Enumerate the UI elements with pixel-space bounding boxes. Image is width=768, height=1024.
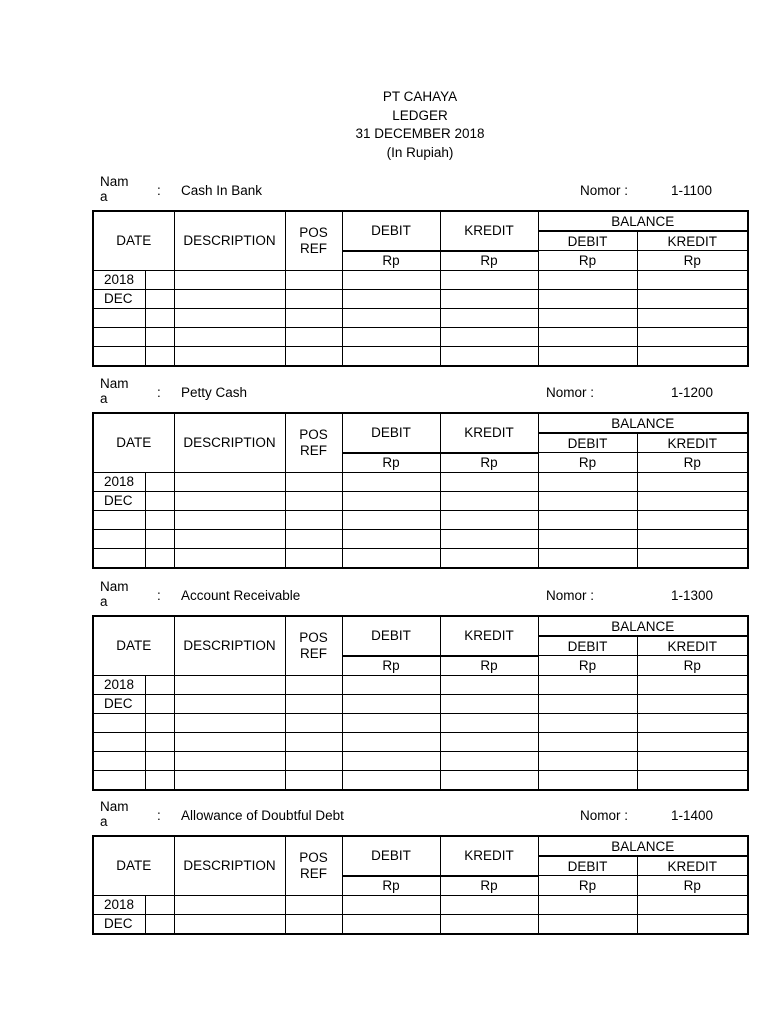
balance-debit-header: DEBIT: [538, 636, 637, 656]
kredit-header: KREDIT: [440, 211, 538, 251]
debit-currency: Rp: [342, 656, 440, 676]
posref-cell: [285, 770, 342, 790]
account-number: 1-1400: [671, 808, 714, 823]
balance-debit-cell: [538, 289, 637, 308]
table-row: [93, 895, 748, 914]
kredit-cell: [440, 510, 538, 529]
day-cell: [145, 770, 174, 790]
date-cell: [93, 346, 145, 366]
ledger-account-block: [92, 378, 749, 569]
date-header: DATE: [93, 211, 174, 270]
kredit-cell: [440, 914, 538, 934]
debit-cell: [342, 548, 440, 568]
balance-kredit-currency: Rp: [637, 876, 748, 896]
table-row: [93, 713, 748, 732]
description-cell: [174, 548, 285, 568]
day-cell: [145, 694, 174, 713]
debit-cell: [342, 308, 440, 327]
ledger-account-block: [92, 176, 749, 367]
ref-label: REF: [300, 865, 328, 881]
balance-header: BALANCE: [538, 836, 748, 856]
header-row: [93, 211, 748, 231]
debit-header: DEBIT: [342, 836, 440, 876]
ref-label: REF: [300, 645, 328, 661]
posref-cell: [285, 751, 342, 770]
kredit-cell: [440, 732, 538, 751]
debit-cell: [342, 732, 440, 751]
posref-cell: [285, 472, 342, 491]
balance-debit-header: DEBIT: [538, 231, 637, 251]
debit-cell: [342, 510, 440, 529]
balance-debit-header: DEBIT: [538, 856, 637, 876]
debit-cell: [342, 914, 440, 934]
balance-kredit-cell: [637, 289, 748, 308]
kredit-header: KREDIT: [440, 616, 538, 656]
date-header: DATE: [93, 413, 174, 472]
debit-cell: [342, 346, 440, 366]
date-cell: [93, 327, 145, 346]
debit-cell: [342, 327, 440, 346]
kredit-currency: Rp: [440, 876, 538, 896]
description-cell: [174, 694, 285, 713]
kredit-cell: [440, 751, 538, 770]
balance-header: BALANCE: [538, 413, 748, 433]
kredit-cell: [440, 713, 538, 732]
ledger-table: [92, 615, 749, 791]
account-number: 1-1300: [671, 588, 714, 603]
day-cell: [145, 914, 174, 934]
ledger-account-block: [92, 801, 749, 935]
balance-header: BALANCE: [538, 211, 748, 231]
balance-debit-currency: Rp: [538, 656, 637, 676]
description-cell: [174, 732, 285, 751]
balance-debit-cell: [538, 529, 637, 548]
pos-label: POS: [299, 426, 328, 442]
description-cell: [174, 327, 285, 346]
posref-cell: [285, 327, 342, 346]
balance-kredit-cell: [637, 346, 748, 366]
table-row: [93, 770, 748, 790]
day-cell: [145, 510, 174, 529]
description-cell: [174, 472, 285, 491]
day-cell: [145, 289, 174, 308]
balance-kredit-header: KREDIT: [637, 433, 748, 453]
pos-label: POS: [299, 849, 328, 865]
date-cell: [93, 308, 145, 327]
day-cell: [145, 346, 174, 366]
description-cell: [174, 529, 285, 548]
balance-debit-cell: [538, 491, 637, 510]
day-cell: [145, 895, 174, 914]
nomor-label: Nomor :: [580, 183, 629, 198]
nama-label: Nam a: [100, 174, 129, 204]
balance-kredit-cell: [637, 713, 748, 732]
debit-cell: [342, 472, 440, 491]
description-cell: [174, 713, 285, 732]
account-number: 1-1200: [671, 385, 714, 400]
ledger-table: [92, 835, 749, 935]
table-row: [93, 308, 748, 327]
description-cell: [174, 770, 285, 790]
balance-debit-cell: [538, 472, 637, 491]
balance-debit-cell: [538, 732, 637, 751]
balance-kredit-cell: [637, 327, 748, 346]
description-cell: [174, 914, 285, 934]
kredit-currency: Rp: [440, 251, 538, 271]
posref-cell: [285, 713, 342, 732]
year-cell: 2018: [93, 270, 145, 289]
year-cell: 2018: [93, 472, 145, 491]
table-row: [93, 327, 748, 346]
posref-cell: [285, 732, 342, 751]
account-name: Account Receivable: [181, 588, 301, 603]
description-cell: [174, 270, 285, 289]
debit-cell: [342, 751, 440, 770]
description-header: DESCRIPTION: [174, 616, 285, 675]
day-cell: [145, 675, 174, 694]
account-meta: [92, 801, 749, 835]
balance-debit-cell: [538, 675, 637, 694]
day-cell: [145, 327, 174, 346]
description-cell: [174, 289, 285, 308]
kredit-cell: [440, 289, 538, 308]
posref-cell: [285, 510, 342, 529]
debit-currency: Rp: [342, 251, 440, 271]
posref-cell: [285, 289, 342, 308]
nama-label: Nam a: [100, 799, 129, 829]
balance-debit-cell: [538, 751, 637, 770]
debit-cell: [342, 529, 440, 548]
kredit-currency: Rp: [440, 453, 538, 473]
table-row: [93, 732, 748, 751]
balance-kredit-cell: [637, 675, 748, 694]
ledger-table: [92, 412, 749, 569]
posref-cell: [285, 895, 342, 914]
colon-label: :: [157, 588, 161, 603]
date-cell: [93, 713, 145, 732]
balance-kredit-header: KREDIT: [637, 231, 748, 251]
colon-label: :: [157, 183, 161, 198]
ref-label: REF: [300, 442, 328, 458]
kredit-cell: [440, 308, 538, 327]
description-cell: [174, 675, 285, 694]
table-row: [93, 289, 748, 308]
description-cell: [174, 895, 285, 914]
balance-kredit-cell: [637, 694, 748, 713]
day-cell: [145, 548, 174, 568]
kredit-cell: [440, 675, 538, 694]
day-cell: [145, 270, 174, 289]
balance-kredit-currency: Rp: [637, 453, 748, 473]
debit-cell: [342, 770, 440, 790]
description-cell: [174, 491, 285, 510]
kredit-cell: [440, 346, 538, 366]
kredit-cell: [440, 472, 538, 491]
balance-debit-cell: [538, 548, 637, 568]
balance-debit-cell: [538, 914, 637, 934]
kredit-cell: [440, 491, 538, 510]
description-header: DESCRIPTION: [174, 413, 285, 472]
date-cell: [93, 732, 145, 751]
debit-header: DEBIT: [342, 211, 440, 251]
account-meta: [92, 176, 749, 210]
balance-debit-currency: Rp: [538, 453, 637, 473]
nomor-label: Nomor :: [580, 808, 629, 823]
balance-debit-header: DEBIT: [538, 433, 637, 453]
balance-debit-currency: Rp: [538, 251, 637, 271]
balance-header: BALANCE: [538, 616, 748, 636]
kredit-cell: [440, 895, 538, 914]
balance-kredit-currency: Rp: [637, 251, 748, 271]
balance-kredit-currency: Rp: [637, 656, 748, 676]
posref-cell: [285, 694, 342, 713]
balance-debit-cell: [538, 308, 637, 327]
day-cell: [145, 751, 174, 770]
kredit-cell: [440, 270, 538, 289]
date-header: DATE: [93, 836, 174, 895]
balance-debit-cell: [538, 510, 637, 529]
posref-cell: [285, 914, 342, 934]
posref-cell: [285, 491, 342, 510]
description-header: DESCRIPTION: [174, 211, 285, 270]
day-cell: [145, 529, 174, 548]
month-cell: DEC: [93, 694, 145, 713]
date-cell: [93, 548, 145, 568]
account-name: Cash In Bank: [181, 183, 263, 198]
posref-header: [285, 413, 342, 472]
date-cell: [93, 770, 145, 790]
kredit-cell: [440, 694, 538, 713]
account-number: 1-1100: [671, 183, 713, 198]
debit-cell: [342, 270, 440, 289]
debit-currency: Rp: [342, 453, 440, 473]
posref-header: [285, 616, 342, 675]
day-cell: [145, 308, 174, 327]
day-cell: [145, 732, 174, 751]
posref-cell: [285, 548, 342, 568]
balance-kredit-cell: [637, 472, 748, 491]
balance-kredit-cell: [637, 751, 748, 770]
nomor-label: Nomor :: [546, 385, 595, 400]
header-row: [93, 836, 748, 856]
header-row: [93, 616, 748, 636]
ledger-account-block: [92, 581, 749, 791]
balance-kredit-cell: [637, 510, 748, 529]
date-cell: [93, 529, 145, 548]
posref-cell: [285, 346, 342, 366]
pos-label: POS: [299, 224, 328, 240]
table-row: [93, 270, 748, 289]
nama-label: Nam a: [100, 579, 129, 609]
balance-kredit-cell: [637, 308, 748, 327]
balance-kredit-header: KREDIT: [637, 636, 748, 656]
table-row: [93, 694, 748, 713]
debit-cell: [342, 895, 440, 914]
posref-header: [285, 836, 342, 895]
balance-debit-currency: Rp: [538, 876, 637, 896]
balance-debit-cell: [538, 270, 637, 289]
description-cell: [174, 346, 285, 366]
table-row: [93, 914, 748, 934]
table-row: [93, 491, 748, 510]
debit-cell: [342, 675, 440, 694]
debit-cell: [342, 713, 440, 732]
report-currency: (In Rupiah): [386, 144, 454, 160]
month-cell: DEC: [93, 289, 145, 308]
account-meta: [92, 378, 749, 412]
table-row: [93, 346, 748, 366]
date-cell: [93, 510, 145, 529]
date-cell: [93, 751, 145, 770]
balance-debit-cell: [538, 327, 637, 346]
colon-label: :: [157, 385, 161, 400]
month-cell: DEC: [93, 491, 145, 510]
posref-cell: [285, 675, 342, 694]
year-cell: 2018: [93, 675, 145, 694]
table-row: [93, 751, 748, 770]
table-row: [93, 472, 748, 491]
balance-kredit-cell: [637, 914, 748, 934]
balance-debit-cell: [538, 694, 637, 713]
balance-debit-cell: [538, 770, 637, 790]
day-cell: [145, 472, 174, 491]
kredit-cell: [440, 548, 538, 568]
debit-header: DEBIT: [342, 413, 440, 453]
month-cell: DEC: [93, 914, 145, 934]
table-row: [93, 675, 748, 694]
nama-label: Nam a: [100, 376, 129, 406]
pos-label: POS: [299, 629, 328, 645]
kredit-currency: Rp: [440, 656, 538, 676]
balance-kredit-cell: [637, 529, 748, 548]
year-cell: 2018: [93, 895, 145, 914]
description-cell: [174, 308, 285, 327]
table-row: [93, 510, 748, 529]
ref-label: REF: [300, 240, 328, 256]
table-row: [93, 548, 748, 568]
balance-kredit-cell: [637, 732, 748, 751]
kredit-cell: [440, 529, 538, 548]
report-title: LEDGER: [392, 107, 448, 123]
colon-label: :: [157, 808, 161, 823]
report-date: 31 DECEMBER 2018: [355, 126, 485, 141]
kredit-cell: [440, 327, 538, 346]
account-meta: [92, 581, 749, 615]
posref-cell: [285, 308, 342, 327]
report-header: [0, 88, 768, 162]
table-row: [93, 529, 748, 548]
balance-kredit-cell: [637, 491, 748, 510]
balance-kredit-cell: [637, 770, 748, 790]
kredit-cell: [440, 770, 538, 790]
description-header: DESCRIPTION: [174, 836, 285, 895]
date-header: DATE: [93, 616, 174, 675]
description-cell: [174, 751, 285, 770]
ledger-table: [92, 210, 749, 367]
debit-cell: [342, 491, 440, 510]
balance-debit-cell: [538, 346, 637, 366]
debit-currency: Rp: [342, 876, 440, 896]
balance-kredit-cell: [637, 895, 748, 914]
balance-kredit-cell: [637, 548, 748, 568]
header-row: [93, 413, 748, 433]
nomor-label: Nomor :: [546, 588, 595, 603]
balance-kredit-header: KREDIT: [637, 856, 748, 876]
posref-cell: [285, 270, 342, 289]
kredit-header: KREDIT: [440, 836, 538, 876]
balance-debit-cell: [538, 895, 637, 914]
debit-cell: [342, 289, 440, 308]
balance-kredit-cell: [637, 270, 748, 289]
day-cell: [145, 713, 174, 732]
posref-cell: [285, 529, 342, 548]
day-cell: [145, 491, 174, 510]
debit-cell: [342, 694, 440, 713]
description-cell: [174, 510, 285, 529]
balance-debit-cell: [538, 713, 637, 732]
account-name: Petty Cash: [181, 385, 248, 400]
kredit-header: KREDIT: [440, 413, 538, 453]
debit-header: DEBIT: [342, 616, 440, 656]
account-name: Allowance of Doubtful Debt: [181, 808, 344, 823]
posref-header: [285, 211, 342, 270]
company-name: PT CAHAYA: [382, 89, 458, 104]
